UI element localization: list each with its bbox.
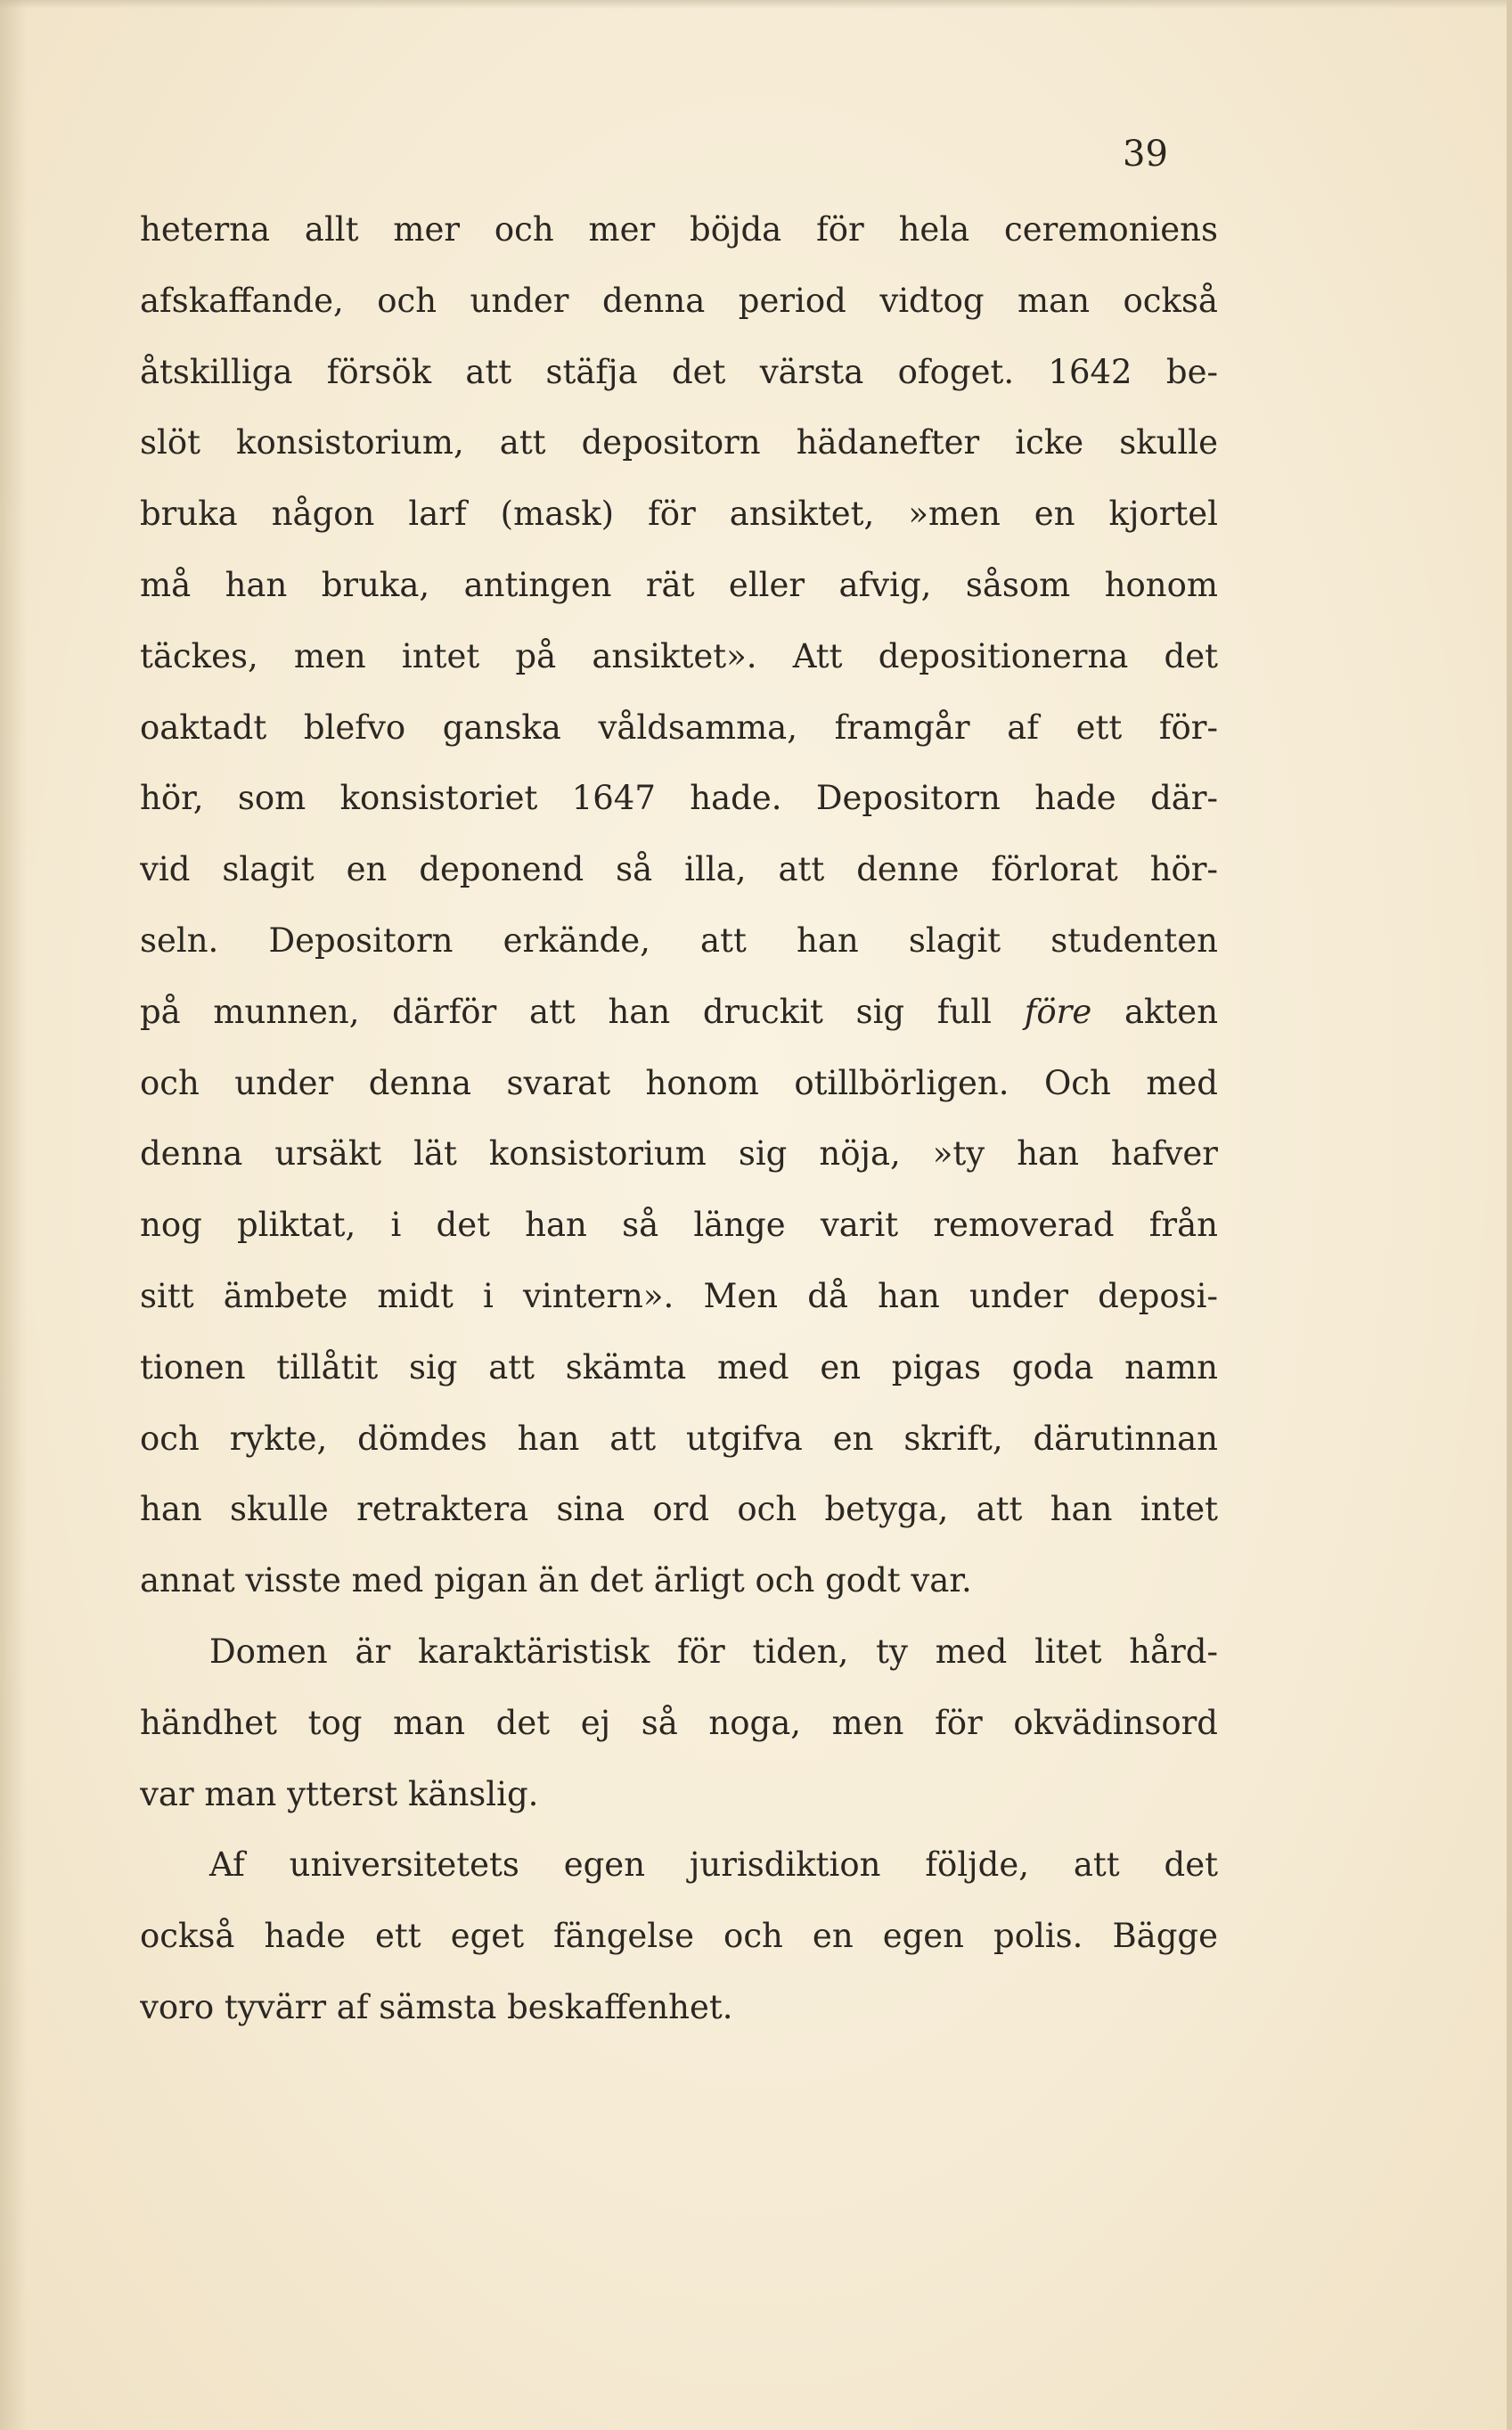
text-segment: på munnen, därför att han druckit sig full [140,992,992,1031]
text-line: hör, som konsistoriet 1647 hade. Depositorn hade där- [140,779,1218,818]
text-line: bruka någon larf (mask) för ansiktet, »men en kjortel [140,495,1218,534]
text-line: tionen tillåtit sig att skämta med en pigas goda namn [140,1347,1218,1387]
italic-word: före [1024,992,1092,1031]
body-text [140,194,1218,2043]
text-line: Af universitetets egen jurisdiktion följde, att det [209,1845,1218,1885]
text-line: sitt ämbete midt i vintern». Men då han under deposi- [140,1276,1218,1315]
page-right-edge [1507,0,1512,2430]
text-line: må han bruka, antingen rät eller afvig, såsom honom [140,565,1218,604]
text-line: och under denna svarat honom otillbörligen. Och med [140,1063,1218,1102]
text-line: oaktadt blefvo ganska våldsamma, framgår af ett för- [140,708,1218,747]
text-line: afskaffande, och under denna period vidtog man också [140,281,1218,320]
text-line: Domen är karaktäristisk för tiden, ty med litet hård- [209,1632,1218,1671]
text-line: åtskilliga försök att stäfja det värsta ofoget. 1642 be- [140,352,1218,391]
text-segment: akten [1124,992,1218,1031]
text-line: slöt konsistorium, att depositorn hädanefter icke skulle [140,423,1218,462]
page-left-edge-shadow [0,0,27,2430]
text-line: också hade ett eget fängelse och en egen polis. Bägge [140,1917,1218,1956]
text-line: händhet tog man det ej så noga, men för okvädinsord [140,1703,1218,1742]
text-line: vid slagit en deponend så illa, att denne förlorat hör- [140,850,1218,889]
text-line: han skulle retraktera sina ord och betyga, att han intet [140,1490,1218,1529]
text-line: annat visste med pigan än det ärligt och godt var. [140,1561,972,1600]
text-line-with-italic [140,977,1218,1048]
text-line: var man ytterst känslig. [140,1774,539,1813]
text-line: nog pliktat, i det han så länge varit removerad från [140,1206,1218,1245]
text-line: seln. Depositorn erkände, att han slagit studenten [140,920,1218,960]
text-line: och rykte, dömdes han att utgifva en skrift, därutinnan [140,1419,1218,1458]
text-line: heterna allt mer och mer böjda för hela ceremoniens [140,210,1218,249]
text-line: voro tyvärr af sämsta beskaffenhet. [140,1987,733,2026]
page-number: 39 [1123,134,1168,175]
text-line: denna ursäkt lät konsistorium sig nöja, »ty han hafver [140,1134,1218,1174]
text-line: täckes, men intet på ansiktet». Att depositionerna det [140,636,1218,675]
page-top-edge [0,0,1512,9]
